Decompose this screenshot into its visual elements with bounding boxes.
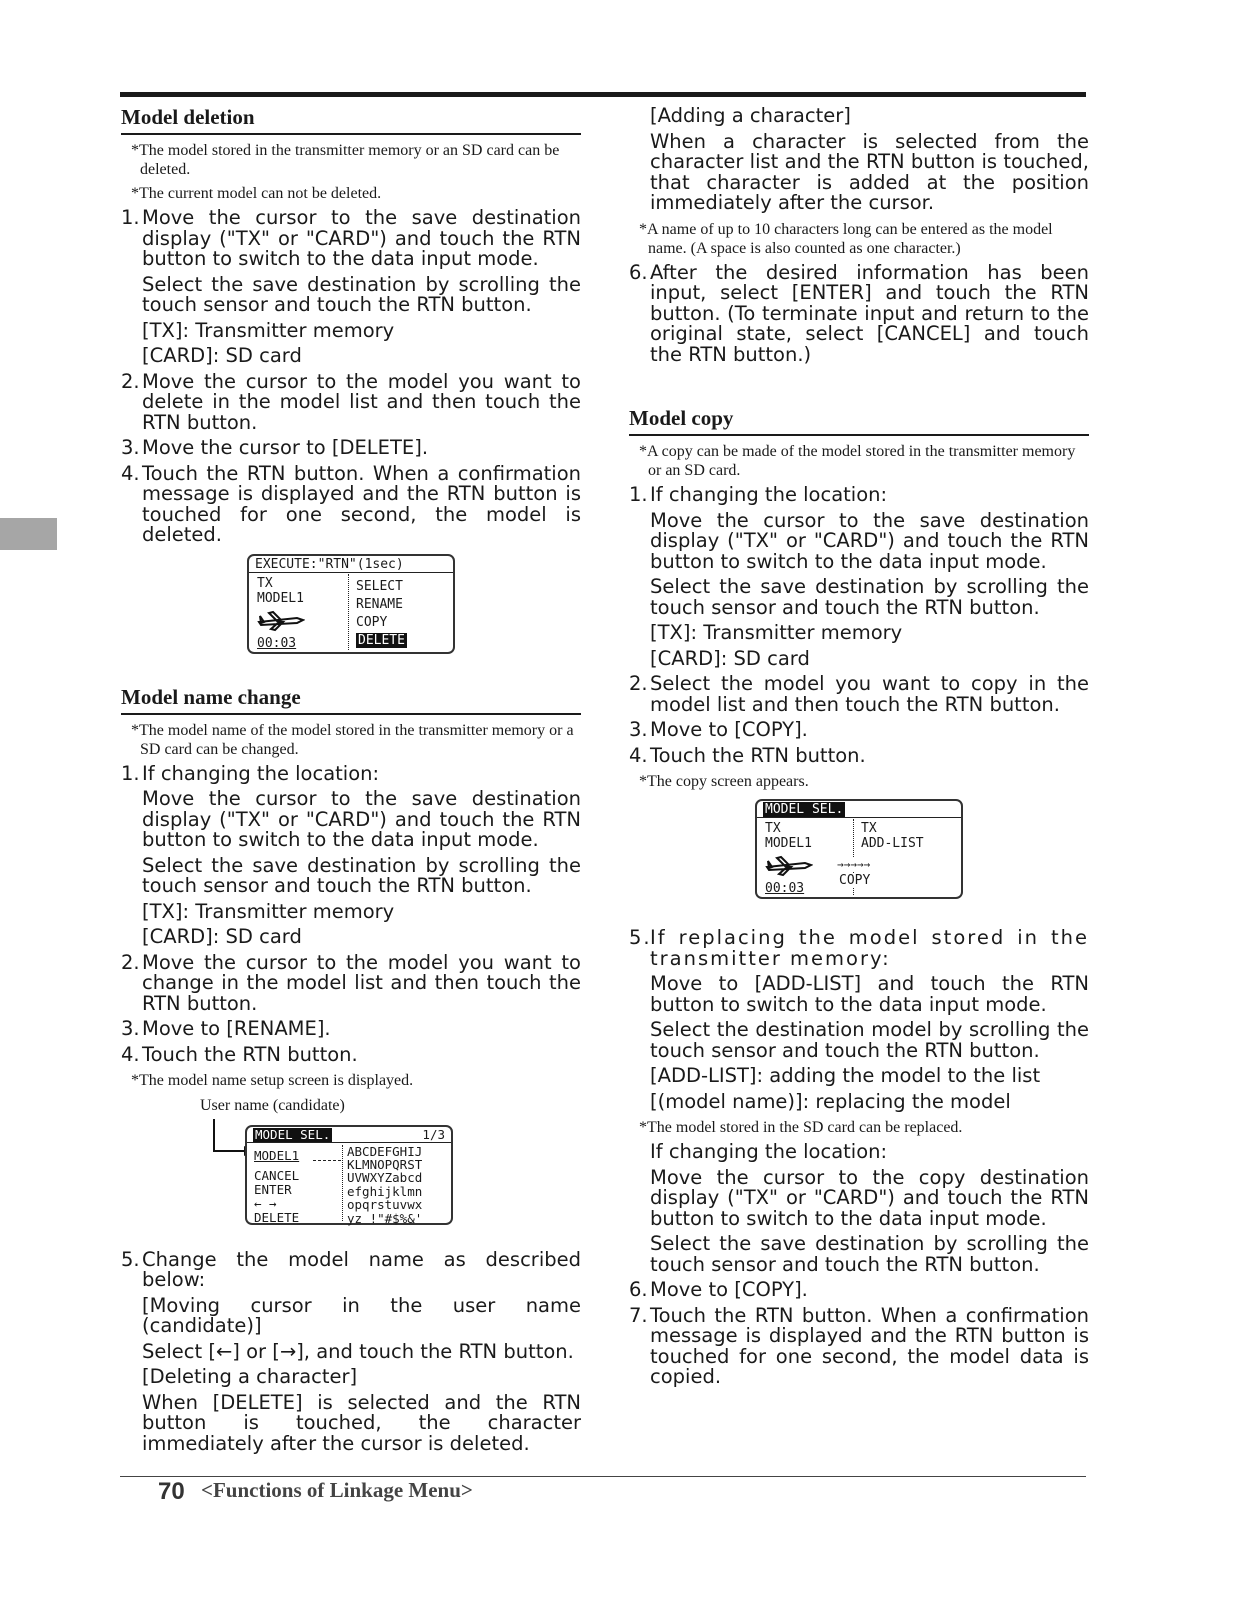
step-text: If changing the location:: [650, 483, 888, 506]
deletion-step-3: [121, 438, 581, 459]
model-copy-heading: Model copy: [629, 405, 1089, 436]
lcd-text: TX: [257, 575, 273, 591]
lcd-divider: [348, 574, 349, 650]
lcd-timer: 00:03: [257, 635, 297, 651]
lcd-dest: [861, 821, 924, 851]
step-text: Touch the RTN button.: [142, 1042, 358, 1066]
lcd-text: MODEL1: [257, 590, 304, 606]
lcd-dash: [313, 1160, 341, 1161]
step-text: Touch the RTN button. When a confirmation message is displayed and the RTN button is touched for one second, the model data is copied.: [650, 1303, 1089, 1388]
rename-step-1: [121, 761, 581, 785]
step-text: Change the model name as described below:: [142, 1247, 581, 1291]
step-number: 4.: [121, 1042, 140, 1066]
lcd-text: MODEL1: [765, 836, 812, 851]
copy-step-5: [629, 928, 1089, 969]
step-text: Move the cursor to the save destination display ("TX" or "CARD") and touch the RTN button to switch to the data input mode.: [142, 206, 581, 270]
deletion-step-2: [121, 369, 581, 434]
step-sub-text: [Deleting a character]: [142, 1365, 358, 1388]
step-number: 1.: [629, 483, 648, 506]
delete-lcd-screen: [247, 554, 455, 654]
adding-text: When a character is selected from the character list and the RTN button is touched, that character is added at the position immediately after the cursor.: [650, 129, 1089, 214]
copy-step-5-note: *The model stored in the SD card can be replaced.: [639, 1119, 963, 1136]
lcd-text: TX: [861, 821, 877, 836]
menu-delete-selected: DELETE: [358, 632, 405, 648]
lcd-menu: [356, 578, 407, 650]
step-text: Touch the RTN button. When a confirmation message is displayed and the RTN button is touched for one second, the model is deleted.: [142, 461, 581, 546]
rename-step-3: [121, 1019, 581, 1040]
step-sub-text: [TX]: Transmitter memory: [142, 318, 395, 342]
adding-note: *A name of up to 10 characters long can be entered as the model name. (A space is also counted as one character.): [639, 220, 1053, 257]
footer-title: <Functions of Linkage Menu>: [201, 1478, 473, 1502]
lcd-left-info: [765, 821, 812, 851]
step-sub-text: [TX]: Transmitter memory: [142, 899, 395, 923]
step-number: 7.: [629, 1303, 648, 1327]
note-text: *The current model can not be deleted.: [131, 185, 382, 202]
step-sub-text: Select the destination model by scrolling the touch sensor and touch the RTN button.: [650, 1018, 1089, 1062]
step-sub-text: Select the save destination by scrolling the touch sensor and touch the RTN button.: [142, 272, 581, 316]
step-text: Move to [RENAME].: [142, 1017, 331, 1040]
step-sub-text: Select the save destination by scrolling the touch sensor and touch the RTN button.: [650, 1232, 1089, 1276]
lcd-arrows: ← →: [254, 1195, 277, 1211]
airplane-icon: [257, 608, 305, 634]
deletion-step-4: [121, 461, 581, 546]
step-sub-text: If changing the location:: [650, 1140, 888, 1163]
char-row: opqrstuvwx: [347, 1197, 423, 1213]
rename-step-5: [121, 1247, 581, 1291]
step-number: 3.: [629, 718, 648, 741]
copy-step-6: [629, 1280, 1089, 1301]
adding-heading: [Adding a character]: [650, 104, 851, 127]
lcd-left-info: [257, 576, 304, 606]
step-sub-text: [CARD]: SD card: [650, 646, 810, 670]
step-number: 5.: [629, 926, 652, 949]
footer-rule: [120, 1476, 1086, 1477]
lcd-header: [247, 1127, 451, 1143]
lcd-cancel: CANCEL: [254, 1167, 300, 1183]
note-text: *The model stored in the transmitter memory or an SD card can be deleted.: [131, 142, 560, 178]
page-number: 70: [158, 1478, 185, 1505]
menu-copy: COPY: [356, 614, 388, 630]
rename-step-4: [121, 1042, 581, 1066]
step-sub-text: Select [←] or [→], and touch the RTN button.: [142, 1339, 574, 1363]
lcd-left-menu: [254, 1149, 299, 1225]
step-text: Move to [COPY].: [650, 1278, 808, 1301]
lcd-timer: 00:03: [765, 881, 805, 896]
step-sub-text: Move the cursor to the copy destination display ("TX" or "CARD") and touch the RTN button to switch to the data input mode.: [650, 1165, 1089, 1230]
lcd-delete: DELETE: [254, 1209, 300, 1225]
lcd-arrows: →→→→→: [837, 858, 871, 871]
rename-step-2: [121, 950, 581, 1015]
deletion-step-1: [121, 208, 581, 270]
rename-step-4-note: *The model name setup screen is displayed.: [131, 1072, 414, 1089]
step-number: 4.: [121, 461, 140, 485]
rename-note: *The model name of the model stored in the transmitter memory or a SD card can be changed.: [131, 721, 574, 758]
step-number: 6.: [629, 1278, 648, 1301]
step-number: 5.: [121, 1247, 140, 1271]
step-number: 2.: [629, 672, 648, 695]
step-sub-text: Select the save destination by scrolling the touch sensor and touch the RTN button.: [142, 853, 581, 897]
step-number: 3.: [121, 1017, 140, 1040]
rename-lcd-screen: [245, 1125, 453, 1225]
step-text: If changing the location:: [142, 761, 380, 785]
section-tab: [0, 518, 57, 550]
lcd-add-list: ADD-LIST: [861, 836, 924, 851]
copy-note: *A copy can be made of the model stored in the transmitter memory or an SD card.: [639, 443, 1076, 479]
step-number: 1.: [121, 761, 140, 785]
step-number: 4.: [629, 743, 648, 767]
lcd-text: TX: [765, 821, 781, 836]
copy-step-7: [629, 1303, 1089, 1388]
lcd-user-name: MODEL1: [254, 1147, 300, 1163]
step-sub-text: [ADD-LIST]: adding the model to the list: [650, 1064, 1041, 1087]
step-sub-text: [CARD]: SD card: [142, 344, 302, 367]
step-text: After the desired information has been input, select [ENTER] and touch the RTN button. (To terminate input and return to the original state, select [CANCEL] and touch the RTN button.): [650, 260, 1089, 366]
rename-lcd-wrap: [121, 1117, 581, 1225]
lcd-enter: ENTER: [254, 1181, 292, 1197]
copy-step-4-note: *The copy screen appears.: [639, 773, 809, 790]
model-deletion-heading: Model deletion: [121, 104, 581, 135]
top-rule: [120, 92, 1086, 97]
char-row: ABCDEFGHIJ: [347, 1143, 423, 1159]
step-number: 1.: [121, 206, 140, 229]
step-sub-text: When [DELETE] is selected and the RTN button is touched, the character immediately after the cursor is deleted.: [142, 1390, 581, 1455]
step-sub-text: [TX]: Transmitter memory: [650, 621, 903, 644]
deletion-notes: [121, 141, 581, 203]
step-text: Move to [COPY].: [650, 718, 808, 741]
char-row: yz !"#$%&': [347, 1210, 423, 1226]
lcd-header-text: MODEL SEL.: [765, 802, 844, 817]
step-number: 2.: [121, 369, 140, 393]
copy-step-1: [629, 485, 1089, 506]
copy-lcd-screen: [755, 799, 963, 899]
airplane-icon: [765, 853, 813, 879]
step-sub-text: Move the cursor to the save destination display ("TX" or "CARD") and touch the RTN button to switch to the data input mode.: [142, 787, 581, 851]
step-sub-text: Select the save destination by scrolling the touch sensor and touch the RTN button.: [650, 575, 1089, 619]
char-row: UVWXYZabcd: [347, 1170, 423, 1186]
user-name-callout: User name (candidate): [200, 1097, 345, 1114]
model-name-change-heading: Model name change: [121, 684, 581, 715]
lcd-divider: [342, 1145, 343, 1221]
lcd-header-text: MODEL SEL.: [255, 1126, 331, 1142]
step-text: Move the cursor to the model you want to change in the model list and then touch the RTN button.: [142, 950, 581, 1015]
lcd-header-text: EXECUTE:"RTN"(1sec): [255, 556, 404, 572]
right-column: [629, 104, 1089, 1388]
char-row: KLMNOPQRST: [347, 1156, 423, 1172]
step-number: 2.: [121, 950, 140, 974]
lcd-header: [757, 801, 961, 818]
step-sub-text: [(model name)]: replacing the model: [650, 1089, 1011, 1113]
copy-step-2: [629, 674, 1089, 715]
char-row: efghijklmn: [347, 1183, 423, 1199]
step-text: Touch the RTN button.: [650, 743, 866, 767]
step-sub-text: Move to [ADD-LIST] and touch the RTN button to switch to the data input mode.: [650, 972, 1089, 1016]
step-sub-text: Move the cursor to the save destination display ("TX" or "CARD") and touch the RTN button to switch to the data input mode.: [650, 508, 1089, 573]
step-text: Move the cursor to [DELETE].: [142, 436, 429, 459]
step-number: 6.: [629, 260, 648, 284]
lcd-char-list: [347, 1145, 422, 1225]
menu-rename: RENAME: [356, 596, 403, 612]
lcd-header: [249, 556, 453, 573]
step-text: Move the cursor to the model you want to delete in the model list and then touch the RTN button.: [142, 369, 581, 434]
copy-step-4: [629, 743, 1089, 767]
step-text: Select the model you want to copy in the model list and then touch the RTN button.: [650, 672, 1089, 716]
left-column: [121, 104, 581, 1454]
step-text: If replacing the model stored in the transmitter memory:: [650, 926, 1089, 970]
step-sub-text: [Moving cursor in the user name (candidate)]: [142, 1293, 581, 1337]
menu-select: SELECT: [356, 578, 403, 594]
copy-step-3: [629, 720, 1089, 741]
step-number: 3.: [121, 436, 140, 459]
lcd-page: 1/3: [422, 1126, 445, 1142]
step-sub-text: [CARD]: SD card: [142, 925, 302, 948]
rename-step-6: [629, 260, 1089, 366]
lcd-copy: COPY: [839, 873, 871, 888]
